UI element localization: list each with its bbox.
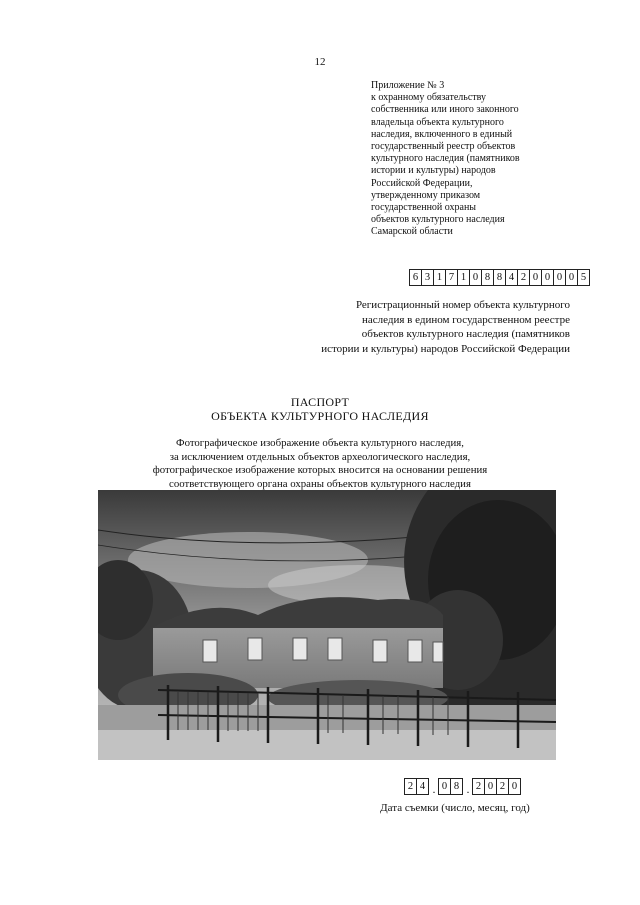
reg-digit-cell: 1: [433, 269, 446, 286]
photo-caption-line: фотографическое изображение которых вносится на основании решения: [152, 464, 488, 476]
title-line: ПАСПОРТ: [290, 395, 350, 409]
appendix-line: к охранному обязательству: [371, 92, 487, 104]
registration-caption-line: объектов культурного наследия (памятников: [361, 328, 570, 340]
date-digit-cell: 2: [472, 778, 485, 795]
registration-number-boxes: [410, 269, 590, 286]
reg-digit-cell: 0: [469, 269, 482, 286]
appendix-line: утвержденному приказом: [371, 189, 481, 201]
appendix-line: наследия, включенного в единый: [371, 128, 513, 140]
appendix-line: Самарской области: [371, 226, 453, 238]
registration-caption: [250, 298, 570, 356]
reg-digit-cell: 3: [421, 269, 434, 286]
registration-caption-line: Регистрационный номер объекта культурного: [355, 299, 570, 311]
title-line: ОБЪЕКТА КУЛЬТУРНОГО НАСЛЕДИЯ: [211, 409, 429, 423]
reg-digit-cell: 1: [457, 269, 470, 286]
date-separator: .: [432, 782, 436, 796]
date-digit-cell: 8: [450, 778, 463, 795]
appendix-line: Российской Федерации,: [371, 177, 473, 189]
reg-digit-cell: 0: [529, 269, 542, 286]
photo-caption: [100, 437, 540, 491]
date-digit-cell: 0: [438, 778, 451, 795]
date-day: [405, 778, 429, 795]
appendix-line: собственника или иного законного: [371, 104, 519, 116]
date-separator: .: [466, 782, 470, 796]
appendix-line: культурного наследия (памятников: [371, 153, 520, 165]
appendix-line: объектов культурного наследия: [371, 214, 505, 226]
reg-digit-cell: 0: [553, 269, 566, 286]
date-digit-cell: 0: [508, 778, 521, 795]
date-month: [439, 778, 463, 795]
photo-date-boxes: [405, 778, 521, 795]
appendix-line: истории и культуры) народов: [371, 165, 496, 177]
date-digit-cell: 2: [404, 778, 417, 795]
photo-caption-line: соответствующего органа охраны объектов культурного наследия: [169, 477, 471, 490]
appendix-note: [371, 80, 571, 239]
registration-caption-line: наследия в едином государственном реестре: [362, 313, 570, 326]
date-caption: Дата съемки (число, месяц, год): [380, 802, 530, 814]
photo-caption-line: Фотографическое изображение объекта культурного наследия,: [176, 437, 464, 449]
photo-caption-line: за исключением отдельных объектов археологического наследия,: [169, 450, 471, 463]
date-digit-cell: 4: [416, 778, 429, 795]
reg-digit-cell: 4: [505, 269, 518, 286]
date-digit-cell: 0: [484, 778, 497, 795]
reg-digit-cell: 8: [493, 269, 506, 286]
reg-digit-cell: 5: [577, 269, 590, 286]
reg-digit-cell: 8: [481, 269, 494, 286]
reg-digit-cell: 7: [445, 269, 458, 286]
reg-digit-cell: 0: [541, 269, 554, 286]
appendix-line: государственный реестр объектов: [371, 141, 516, 153]
document-title: [0, 395, 640, 423]
reg-digit-cell: 6: [409, 269, 422, 286]
page-number: 12: [314, 56, 326, 68]
registration-caption-line: истории и культуры) народов Российской Федерации: [321, 342, 570, 355]
appendix-line: Приложение № 3: [371, 80, 445, 91]
date-digit-cell: 2: [496, 778, 509, 795]
date-year: [473, 778, 521, 795]
reg-digit-cell: 2: [517, 269, 530, 286]
reg-digit-cell: 0: [565, 269, 578, 286]
appendix-line: владельца объекта культурного: [371, 116, 504, 128]
building-photo: [98, 490, 556, 760]
appendix-line: государственной охраны: [371, 202, 477, 214]
